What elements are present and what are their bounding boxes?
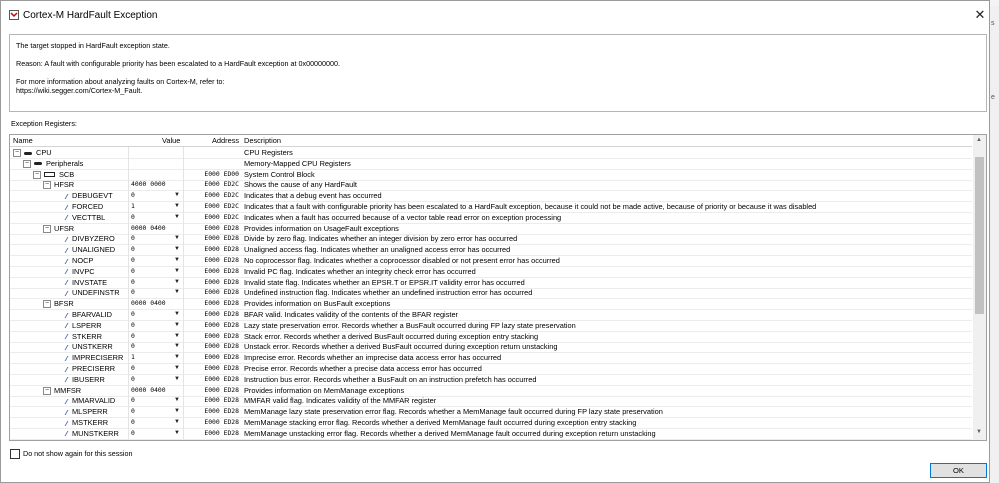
- row-value[interactable]: 0: [128, 374, 184, 385]
- row-description: Provides information on MemManage exceptions: [244, 385, 405, 395]
- row-name-cell: [13, 147, 126, 158]
- row-description: Precise error. Records whether a precise data access error has occurred: [244, 364, 482, 373]
- column-header-address[interactable]: Address: [212, 136, 240, 145]
- row-address: E000 ED28: [204, 407, 239, 416]
- row-value[interactable]: 0: [128, 309, 184, 320]
- window-title: Cortex-M HardFault Exception: [23, 10, 158, 21]
- row-name: DEBUGEVT: [72, 191, 113, 201]
- value-dropdown-icon[interactable]: ▼: [174, 419, 180, 425]
- row-description: BFAR valid. Indicates validity of the contents of the BFAR register: [244, 310, 459, 319]
- value-dropdown-icon[interactable]: ▼: [174, 203, 180, 209]
- row-value[interactable]: 0: [128, 277, 184, 288]
- collapse-icon[interactable]: −: [44, 224, 50, 232]
- value-dropdown-icon[interactable]: ▼: [174, 343, 180, 350]
- row-name: SCB: [59, 169, 75, 179]
- bitfield-icon: [62, 194, 69, 199]
- row-address: E000 ED28: [204, 299, 239, 308]
- row-address: E000 ED28: [204, 223, 239, 232]
- value-dropdown-icon[interactable]: ▼: [174, 289, 180, 296]
- row-address: E000 ED28: [204, 288, 239, 297]
- row-address: E000 ED28: [204, 418, 239, 426]
- row-address: E000 ED28: [204, 266, 239, 275]
- collapse-icon[interactable]: −: [44, 181, 50, 189]
- row-name: UNDEFINSTR: [72, 288, 120, 298]
- row-address: E000 ED28: [204, 277, 239, 286]
- row-value[interactable]: 0: [128, 417, 184, 428]
- row-name: NOCP: [72, 256, 94, 265]
- bitfield-icon: [62, 345, 69, 350]
- value-dropdown-icon[interactable]: ▼: [174, 246, 180, 253]
- row-description: CPU Registers: [244, 148, 293, 157]
- collapse-icon[interactable]: −: [14, 149, 20, 157]
- row-address: E000 ED00: [204, 169, 239, 178]
- row-name: DIVBYZERO: [72, 234, 115, 244]
- column-header-name[interactable]: Name: [13, 136, 33, 145]
- row-address: E000 ED28: [204, 342, 239, 351]
- value-dropdown-icon[interactable]: ▼: [174, 365, 180, 371]
- row-address: E000 ED28: [204, 234, 239, 243]
- row-address: E000 ED2C: [204, 202, 239, 210]
- row-value: 0000 0400: [128, 385, 184, 396]
- row-description: Undefined instruction flag. Indicates whether an undefined instruction error has occurred: [244, 288, 533, 298]
- background-side-label: e: [991, 94, 995, 101]
- row-address: E000 ED28: [204, 245, 239, 254]
- value-dropdown-icon[interactable]: ▼: [174, 311, 180, 317]
- row-value: [128, 158, 184, 169]
- value-dropdown-icon[interactable]: ▼: [174, 321, 180, 328]
- column-header-description[interactable]: Description: [244, 136, 281, 145]
- bitfield-icon: [62, 237, 69, 242]
- row-value[interactable]: 0: [128, 287, 184, 298]
- exception-registers-table: [9, 134, 987, 441]
- row-value[interactable]: 1: [128, 201, 184, 212]
- row-name: IBUSERR: [72, 374, 105, 384]
- value-dropdown-icon[interactable]: ▼: [174, 375, 180, 382]
- table-header: [10, 135, 972, 147]
- value-dropdown-icon[interactable]: ▼: [174, 429, 180, 436]
- background-side-label: s: [991, 20, 995, 27]
- row-value[interactable]: 0: [128, 320, 184, 331]
- message-line: The target stopped in HardFault exception state.: [16, 41, 170, 50]
- scroll-down-icon[interactable]: ▼: [976, 429, 982, 435]
- row-name: STKERR: [72, 331, 102, 341]
- row-address: [185, 147, 241, 158]
- row-name-cell: [13, 158, 136, 169]
- collapse-icon[interactable]: −: [34, 170, 40, 178]
- collapse-icon[interactable]: −: [44, 300, 50, 308]
- row-name: BFARVALID: [72, 310, 112, 319]
- bitfield-icon: [62, 410, 69, 415]
- row-value[interactable]: 0: [128, 266, 184, 277]
- exception-registers-label: Exception Registers:: [11, 119, 77, 128]
- row-description: Indicates when a fault has occurred because of a vector table read error on exception processing: [244, 212, 562, 222]
- row-value[interactable]: 0: [128, 406, 184, 417]
- row-description: Indicates that a fault with configurable priority has been escalated to a HardFault exception, because it could not be made active, because of priority or because it was disabled: [244, 202, 817, 211]
- row-name: IMPRECISERR: [72, 353, 124, 363]
- row-name: UFSR: [54, 223, 75, 233]
- bitfield-icon: [62, 334, 69, 339]
- row-value[interactable]: 0: [128, 341, 184, 352]
- value-dropdown-icon[interactable]: ▼: [174, 278, 180, 285]
- row-name: Peripherals: [46, 158, 84, 168]
- bitfield-icon: [62, 280, 69, 285]
- row-name: VECTTBL: [72, 212, 106, 222]
- row-name: MMARVALID: [72, 396, 116, 406]
- row-address: E000 ED2C: [204, 180, 239, 189]
- row-value[interactable]: 0: [128, 363, 184, 374]
- row-value[interactable]: 0: [128, 428, 184, 439]
- row-description: Provides information on UsageFault exceptions: [244, 223, 399, 233]
- message-line: Reason: A fault with configurable priority has been escalated to a HardFault exception at 0x00000000.: [16, 59, 341, 68]
- row-name: FORCED: [72, 202, 104, 211]
- value-dropdown-icon[interactable]: ▼: [174, 397, 180, 404]
- scroll-up-icon[interactable]: ▲: [976, 137, 982, 143]
- row-address: E000 ED2C: [204, 212, 239, 221]
- value-dropdown-icon[interactable]: ▼: [174, 213, 180, 220]
- bitfield-icon: [62, 215, 69, 220]
- row-address: E000 ED28: [204, 385, 239, 394]
- value-dropdown-icon[interactable]: ▼: [174, 408, 180, 415]
- scrollbar-thumb[interactable]: [975, 157, 984, 314]
- close-icon[interactable]: ✕: [974, 7, 986, 22]
- row-description: No coprocessor flag. Indicates whether a coprocessor disabled or not present error has occurred: [244, 256, 560, 265]
- bitfield-icon: [62, 367, 69, 372]
- row-value: 4000 0000: [128, 179, 184, 190]
- table-row[interactable]: [10, 428, 972, 440]
- row-name: BFSR: [54, 299, 74, 309]
- row-name: LSPERR: [72, 320, 102, 330]
- value-dropdown-icon[interactable]: ▼: [174, 235, 180, 242]
- row-value: [128, 169, 184, 180]
- value-dropdown-icon[interactable]: ▼: [174, 192, 180, 199]
- column-header-value[interactable]: Value: [162, 136, 181, 145]
- value-dropdown-icon[interactable]: ▼: [174, 257, 180, 263]
- row-name: CPU: [36, 148, 52, 157]
- row-name: MSTKERR: [72, 418, 109, 427]
- row-value[interactable]: 0: [128, 255, 184, 266]
- row-address: E000 ED28: [204, 374, 239, 383]
- do-not-show-checkbox[interactable]: [10, 449, 20, 459]
- bitfield-icon: [62, 377, 69, 382]
- value-dropdown-icon[interactable]: ▼: [174, 354, 180, 361]
- row-description: Instruction bus error. Records whether a BusFault on an instruction prefetch has occurred: [244, 374, 537, 384]
- value-dropdown-icon[interactable]: ▼: [174, 267, 180, 274]
- message-box: [9, 34, 987, 112]
- row-address: E000 ED28: [204, 353, 239, 362]
- row-name: MLSPERR: [72, 407, 108, 417]
- bitfield-icon: [62, 323, 69, 328]
- row-value[interactable]: 0: [128, 244, 184, 255]
- row-description: System Control Block: [244, 169, 315, 179]
- row-value: 0000 0400: [128, 298, 184, 309]
- background-editor-side: [990, 6, 999, 483]
- row-description: Unaligned access flag. Indicates whether an unaligned access error has occurred: [244, 245, 511, 255]
- row-name: HFSR: [54, 180, 75, 190]
- row-description: MemManage stacking error flag. Records whether a derived MemManage fault occurred during exception entry stacking: [244, 418, 637, 427]
- row-name: UNSTKERR: [72, 342, 113, 352]
- value-dropdown-icon[interactable]: ▼: [174, 332, 180, 339]
- row-name: UNALIGNED: [72, 245, 116, 255]
- row-description: Memory-Mapped CPU Registers: [244, 158, 351, 168]
- row-description: Indicates that a debug event has occurred: [244, 191, 382, 201]
- row-value: 0000 0400: [128, 223, 184, 234]
- bitfield-icon: [62, 421, 69, 426]
- bitfield-icon: [62, 431, 69, 436]
- bitfield-icon: [62, 313, 69, 318]
- row-address: E000 ED28: [204, 364, 239, 372]
- do-not-show-label: Do not show again for this session: [23, 449, 133, 458]
- row-value[interactable]: 1: [128, 352, 184, 363]
- cpu-icon: [34, 162, 42, 165]
- row-description: MemManage unstacking error flag. Records whether a derived MemManage fault occurred during exception return unstacking: [244, 428, 656, 438]
- row-address: E000 ED28: [204, 320, 239, 329]
- bitfield-icon: [62, 269, 69, 274]
- bitfield-icon: [62, 259, 69, 264]
- row-value[interactable]: 0: [128, 190, 184, 201]
- row-name: MMFSR: [54, 385, 82, 395]
- row-value[interactable]: 0: [128, 212, 184, 223]
- message-line: For more information about analyzing faults on Cortex-M, refer to:: [16, 77, 225, 86]
- row-name: PRECISERR: [72, 364, 116, 373]
- row-value: [128, 147, 184, 158]
- cpu-icon: [24, 152, 32, 155]
- segger-app-icon: [9, 10, 19, 20]
- collapse-icon[interactable]: −: [44, 386, 50, 394]
- register-block-icon: [44, 172, 55, 177]
- row-address: E000 ED2C: [204, 191, 239, 200]
- row-name: INVPC: [72, 266, 95, 276]
- row-address: E000 ED28: [204, 396, 239, 405]
- row-description: Invalid PC flag. Indicates whether an integrity check error has occurred: [244, 266, 476, 276]
- row-description: Imprecise error. Records whether an imprecise data access error has occurred: [244, 353, 502, 363]
- row-address: E000 ED28: [204, 256, 239, 264]
- ok-button[interactable]: OK: [930, 463, 987, 478]
- row-name: INVSTATE: [72, 277, 108, 287]
- wiki-link[interactable]: https://wiki.segger.com/Cortex-M_Fault.: [16, 86, 143, 95]
- row-description: Provides information on BusFault exceptions: [244, 299, 391, 309]
- row-value[interactable]: 0: [128, 331, 184, 342]
- row-address: E000 ED28: [204, 310, 239, 318]
- row-description: MemManage lazy state preservation error flag. Records whether a MemManage fault occurred during FP lazy state preservation: [244, 407, 663, 417]
- bitfield-icon: [62, 205, 69, 210]
- vertical-scrollbar[interactable]: [973, 135, 986, 440]
- row-description: Lazy state preservation error. Records whether a BusFault occurred during FP lazy state preservation: [244, 320, 576, 330]
- row-description: Shows the cause of any HardFault: [244, 180, 357, 190]
- bitfield-icon: [62, 399, 69, 404]
- row-value[interactable]: 0: [128, 395, 184, 406]
- row-description: Divide by zero flag. Indicates whether an integer division by zero error has occurred: [244, 234, 518, 244]
- row-address: E000 ED28: [204, 331, 239, 340]
- row-description: Invalid state flag. Indicates whether an EPSR.T or EPSR.IT validity error has occurred: [244, 277, 525, 287]
- row-name-cell: [13, 169, 146, 180]
- row-address: [185, 158, 241, 169]
- bitfield-icon: [62, 248, 69, 253]
- row-value[interactable]: 0: [128, 233, 184, 244]
- bitfield-icon: [62, 291, 69, 296]
- row-name: MUNSTKERR: [72, 428, 119, 438]
- row-description: Stack error. Records whether a derived BusFault occurred during exception entry stacking: [244, 331, 539, 341]
- row-description: MMFAR valid flag. Indicates validity of the MMFAR register: [244, 396, 437, 406]
- row-description: Unstack error. Records whether a derived BusFault occurred during exception return unstacking: [244, 342, 558, 352]
- bitfield-icon: [62, 356, 69, 361]
- title-bar: [1, 1, 989, 29]
- collapse-icon[interactable]: −: [24, 159, 30, 167]
- row-address: E000 ED28: [204, 428, 239, 437]
